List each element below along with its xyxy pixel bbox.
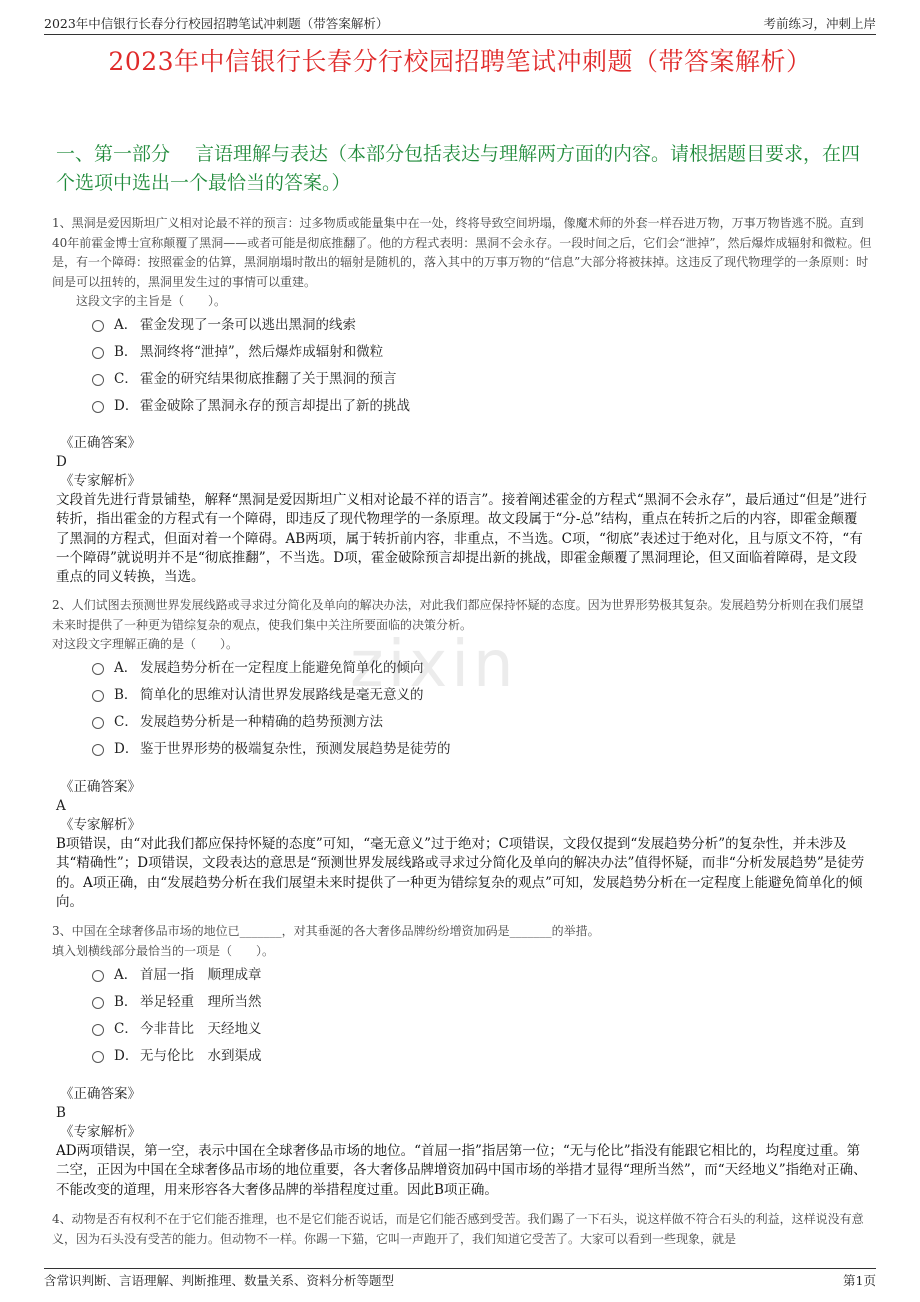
option-d[interactable]: D． 霍金破除了黑洞永存的预言却提出了新的挑战 (92, 390, 860, 417)
answer-label: 《正确答案》 (60, 435, 141, 451)
question-3 (52, 922, 874, 961)
option-a[interactable]: A． 首屈一指 顺理成章 (92, 959, 860, 986)
options-q1 (92, 309, 860, 417)
answer-block-2 (56, 778, 870, 912)
radio-icon[interactable] (92, 744, 104, 756)
question-prompt: 对这段文字理解正确的是（ ）。 (52, 637, 239, 651)
radio-icon[interactable] (92, 320, 104, 332)
radio-icon[interactable] (92, 970, 104, 982)
option-a[interactable]: A． 发展趋势分析在一定程度上能避免简单化的倾向 (92, 652, 860, 679)
options-q2 (92, 652, 860, 760)
explain-label: 《专家解析》 (60, 473, 141, 489)
question-stem: 1、黑洞是爱因斯坦广义相对论最不祥的预言：过多物质或能量集中在一处，终将导致空间坍塌，像魔术师的外套一样吞进万物，万事万物皆逃不脱。直到40年前霍金博士宣称颠覆了黑洞——或者可能是彻底推翻了。他的方程式表明：黑洞不会永存。一段时间之后，它们会“泄掉”，然后爆炸成辐射和微粒。但是，有一个障碍：按照霍金的估算，黑洞崩塌时散出的辐射是随机的，落入其中的万事万物的“信息”大部分将被抹掉。这违反了现代物理学的一条原则：时间是可以扭转的，黑洞里发生过的事情可以重建。 (52, 216, 872, 289)
question-stem: 4、动物是否有权利不在于它们能否推理，也不是它们能否说话，而是它们能否感到受苦。我们踢了一下石头，说这样做不符合石头的利益，这样说没有意义，因为石头没有受苦的能力。但动物不一样。你踢一下猫，它叫一声跑开了，我们知道它受苦了。大家可以看到一些现象，就是 (52, 1212, 864, 1246)
radio-icon[interactable] (92, 997, 104, 1009)
watermark: zixin (350, 628, 518, 702)
question-2 (52, 596, 874, 655)
explanation-text: 文段首先进行背景铺垫，解释“黑洞是爱因斯坦广义相对论最不祥的语言”。接着阐述霍金的方程式“黑洞不会永存”，最后通过“但是”进行转折，指出霍金的方程式有一个障碍，即违反了现代物理学的一条原理。故文段属于“分-总”结构，重点在转折之后的内容，即霍金颠覆了黑洞的方程式，但面对着一个障碍。AB两项，属于转折前内容，非重点，不当选。C项，“彻底”表述过于绝对化，且与原文不符，“有一个障碍”就说明并不是“彻底推翻”，不当选。D项，霍金破除预言却提出新的挑战，即霍金颠覆了黑洞理论，但又面临着障碍，是文段重点的同义转换，当选。 (56, 492, 867, 586)
options-q3 (92, 959, 860, 1067)
option-b[interactable]: B． 举足轻重 理所当然 (92, 986, 860, 1013)
option-d[interactable]: D． 鉴于世界形势的极端复杂性，预测发展趋势是徒劳的 (92, 733, 860, 760)
footer-note: 含常识判断、言语理解、判断推理、数量关系、资料分析等题型 (44, 1273, 395, 1288)
answer-value: B (56, 1105, 66, 1121)
answer-block-3 (56, 1085, 870, 1200)
section-heading: 一、第一部分 言语理解与表达（本部分包括表达与理解两方面的内容。请根据题目要求，在四个选项中选出一个最恰当的答案。） (56, 143, 861, 194)
question-stem: 2、人们试图去预测世界发展线路或寻求过分简化及单向的解决办法，对此我们都应保持怀疑的态度。因为世界形势极其复杂。发展趋势分析则在我们展望未来时提供了一种更为错综复杂的观点，使我们集中关注所要面临的决策分析。 (52, 598, 864, 632)
radio-icon[interactable] (92, 374, 104, 386)
page-number: 第1页 (843, 1273, 876, 1288)
explanation-text: B项错误，由“对此我们都应保持怀疑的态度”可知，“毫无意义”过于绝对；C项错误，文段仅提到“发展趋势分析”的复杂性，并未涉及其“精确性”；D项错误，文段表达的意思是“预测世界发展线路或寻求过分简化及单向的解决办法”值得怀疑，而非“分析发展趋势”是徒劳的。A项正确，由“发展趋势分析在我们展望未来时提供了一种更为错综复杂的观点”可知，发展趋势分析在一定程度上能避免简单化的倾向。 (56, 836, 865, 910)
option-c[interactable]: C． 霍金的研究结果彻底推翻了关于黑洞的预言 (92, 363, 860, 390)
answer-label: 《正确答案》 (60, 1086, 141, 1102)
radio-icon[interactable] (92, 347, 104, 359)
answer-value: D (56, 454, 67, 470)
radio-icon[interactable] (92, 1051, 104, 1063)
answer-block-1 (56, 434, 870, 587)
explanation-text: AD两项错误，第一空，表示中国在全球奢侈品市场的地位。“首屈一指”指居第一位；“无与伦比”指没有能跟它相比的，均程度过重。第二空，正因为中国在全球奢侈品市场的地位重要，各大奢侈品牌增资加码中国市场的举措才显得“理所当然”，而“天经地义”指绝对正确、不能改变的道理，用来形容各大奢侈品牌的举措程度过重。因此B项正确。 (56, 1143, 867, 1198)
question-stem: 3、中国在全球奢侈品市场的地位已_______，对其垂涎的各大奢侈品牌纷纷增资加码是_______的举措。 (52, 924, 600, 938)
radio-icon[interactable] (92, 717, 104, 729)
question-prompt: 这段文字的主旨是（ ）。 (76, 294, 227, 308)
page-footer (44, 1268, 876, 1291)
answer-value: A (56, 798, 66, 814)
option-c[interactable]: C． 发展趋势分析是一种精确的趋势预测方法 (92, 706, 860, 733)
radio-icon[interactable] (92, 1024, 104, 1036)
radio-icon[interactable] (92, 401, 104, 413)
explain-label: 《专家解析》 (60, 1124, 141, 1140)
radio-icon[interactable] (92, 690, 104, 702)
option-d[interactable]: D． 无与伦比 水到渠成 (92, 1040, 860, 1067)
page-header (44, 10, 876, 35)
answer-label: 《正确答案》 (60, 779, 141, 795)
question-4 (52, 1210, 874, 1249)
header-slogan: 考前练习，冲刺上岸 (763, 16, 876, 31)
header-doc-title: 2023年中信银行长春分行校园招聘笔试冲刺题（带答案解析） (44, 16, 389, 31)
question-1 (52, 214, 874, 312)
explain-label: 《专家解析》 (60, 817, 141, 833)
radio-icon[interactable] (92, 663, 104, 675)
question-prompt: 填入划横线部分最恰当的一项是（ ）。 (52, 943, 275, 958)
option-b[interactable]: B． 简单化的思维对认清世界发展路线是毫无意义的 (92, 679, 860, 706)
option-b[interactable]: B． 黑洞终将“泄掉”，然后爆炸成辐射和微粒 (92, 336, 860, 363)
document-title: 2023年中信银行长春分行校园招聘笔试冲刺题（带答案解析） (108, 47, 812, 76)
option-c[interactable]: C． 今非昔比 天经地义 (92, 1013, 860, 1040)
option-a[interactable]: A． 霍金发现了一条可以逃出黑洞的线索 (92, 309, 860, 336)
